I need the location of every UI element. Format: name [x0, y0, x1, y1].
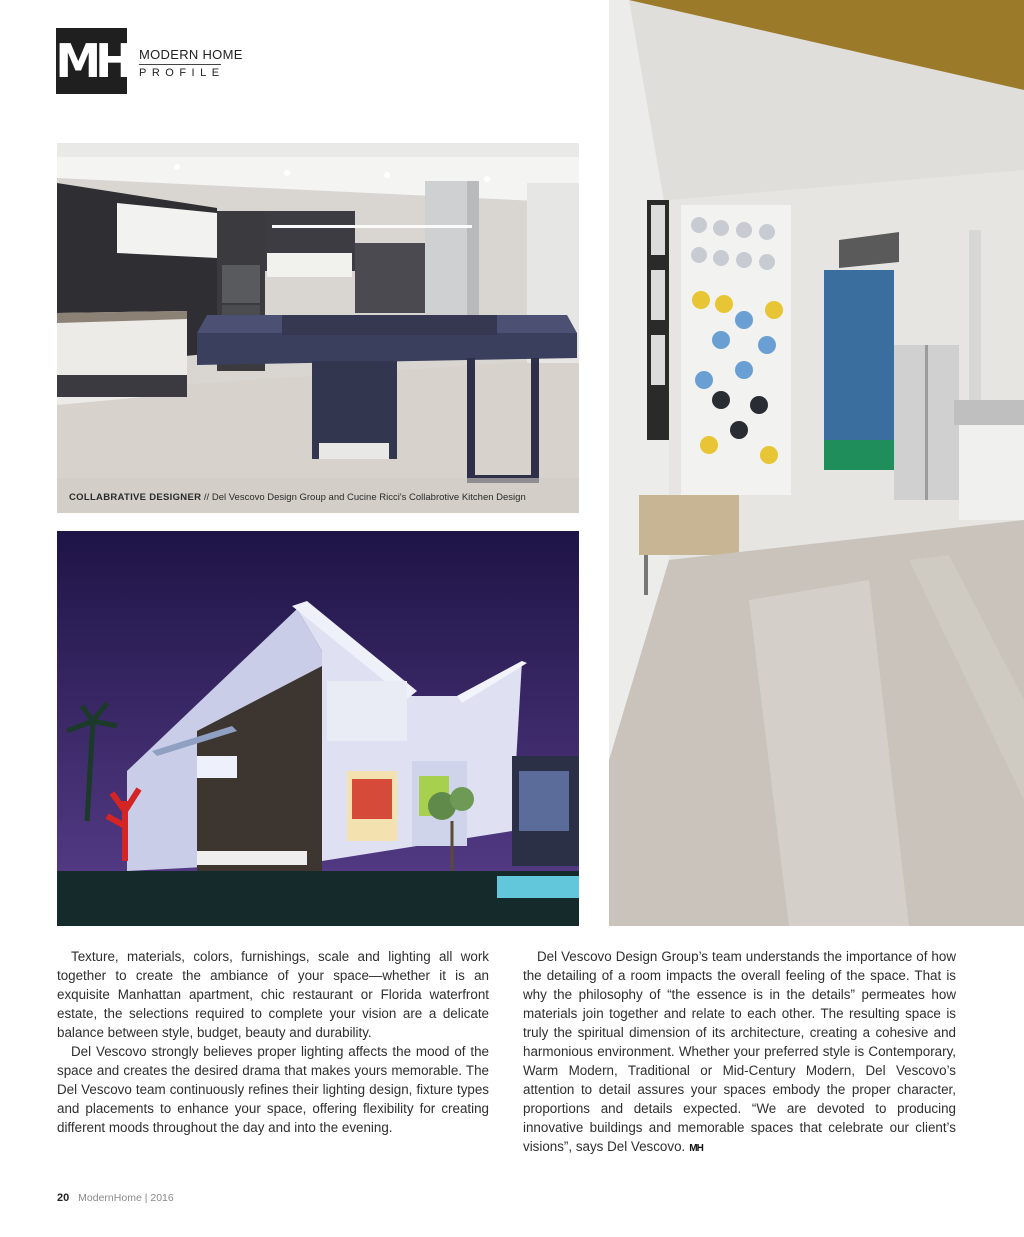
- page-footer: [57, 1192, 174, 1204]
- interior-photo: [609, 0, 1024, 926]
- article-column-left: [57, 947, 489, 1137]
- article-paragraph-text: Del Vescovo Design Group’s team understands the importance of how the detailing of a room impacts the overall feeling of the space. That is why the philosophy of “the essence is in the details” permeates how materials join together and relate to each other. The resulting space is truly the spiritual dimension of its architecture, creating a cohesive and harmonious environment. Whether your preferred style is Contemporary, Warm Modern, Traditional or Mid-Century Modern, Del Vescovo’s attention to detail assures your spaces embody the proper character, proportions and details expected. “We are devoted to producing innovative buildings and memorable spaces that celebrate our client’s visions”, says Del Vescovo.: [523, 949, 956, 1154]
- caption-text: // Del Vescovo Design Group and Cucine Ricci's Collabrotive Kitchen Design: [203, 492, 526, 503]
- logo-monogram: MH: [55, 34, 128, 88]
- page-number: 20: [57, 1192, 70, 1204]
- footer-separator: |: [144, 1192, 148, 1204]
- article-paragraph: Texture, materials, colors, furnishings, scale and lighting all work together to create the ambiance of your space—whether it is an exquisite Manhattan apartment, chic restaurant or Florida waterfront estate, the selections required to complete your vision are a delicate balance between style, budget, beauty and durability.: [57, 949, 489, 1040]
- magazine-logo: [56, 28, 127, 94]
- logo-divider: [139, 64, 221, 65]
- section-name: PROFILE: [139, 67, 225, 79]
- footer-year: 2016: [150, 1192, 174, 1204]
- end-mark: MH: [689, 1143, 703, 1154]
- magazine-name: MODERN HOME: [139, 47, 243, 62]
- footer-publication: ModernHome: [78, 1192, 142, 1204]
- photo-caption: [69, 492, 574, 503]
- article-column-right: [523, 947, 956, 1158]
- caption-label: COLLABRATIVE DESIGNER: [69, 492, 202, 503]
- article-paragraph: [523, 947, 956, 1158]
- house-exterior-photo: [57, 531, 579, 926]
- article-paragraph: Del Vescovo strongly believes proper lighting affects the mood of the space and creates the desired drama that makes yours memorable. The Del Vescovo team continuously refines their lighting design, fixture types and placements to enhance your space, offering flexibility for creating different moods throughout the day and into the evening.: [57, 1044, 489, 1135]
- kitchen-photo: [57, 143, 579, 513]
